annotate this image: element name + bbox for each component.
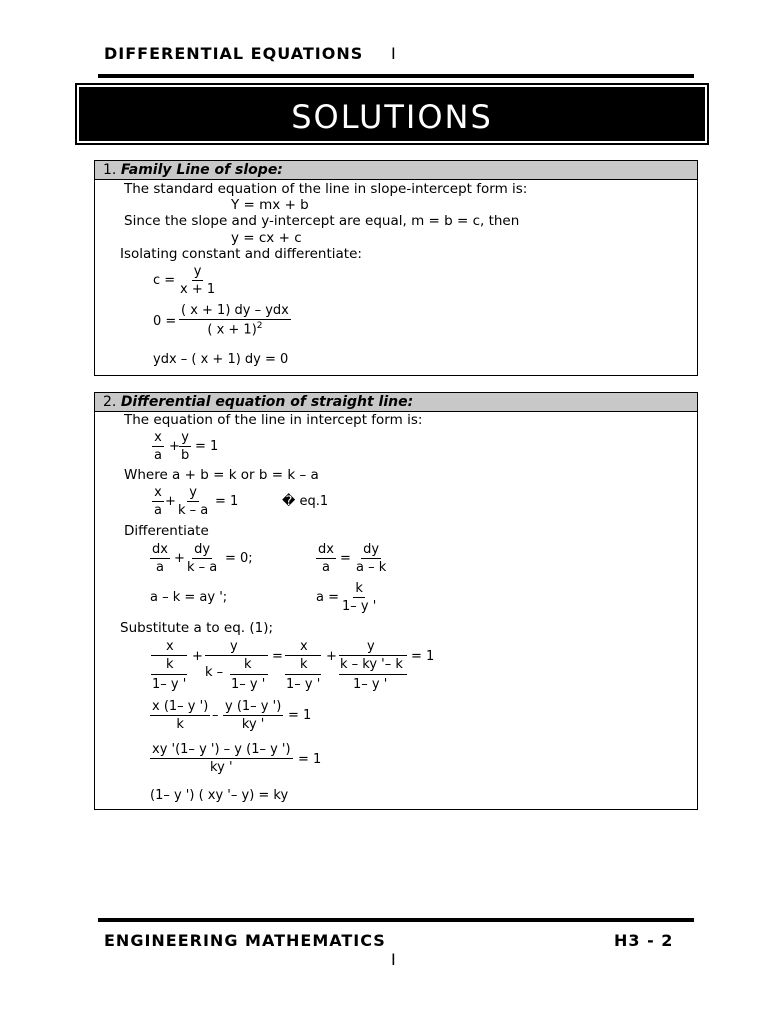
p2-f1-d1: a xyxy=(154,448,162,463)
p2-f2-op: + xyxy=(165,494,176,509)
p2-f1-n1: x xyxy=(154,430,162,445)
p2-s2-frac-2 xyxy=(223,700,283,731)
p2-f2-rhs: = 1 xyxy=(215,494,239,509)
problem-1-heading xyxy=(95,161,697,180)
p2-s1-d-den: 1– y ' xyxy=(353,677,388,692)
p1-d-lhs: 0 = xyxy=(153,314,177,329)
p2-f6-num: k xyxy=(355,581,363,596)
p2-s3-num: xy '(1– y ') – y (1– y ') xyxy=(152,742,291,757)
p2-s1-eq: = xyxy=(272,649,283,664)
p2-s2-d1: k xyxy=(176,717,184,732)
p2-s1-c-bar-bottom xyxy=(285,674,321,675)
p2-f3-n1: dx xyxy=(152,542,168,557)
p2-f3-n2: dy xyxy=(194,542,211,557)
problem-2-heading xyxy=(95,393,697,412)
p2-s1-a-bar-bottom xyxy=(151,674,187,675)
p2-s1-a-num: x xyxy=(166,639,174,654)
p2-f1-n2: y xyxy=(181,430,189,445)
p2-f1-frac-x xyxy=(152,431,164,462)
p1-line2: Since the slope and y-intercept are equal, m = b = c, then xyxy=(124,213,520,229)
running-header-mark: I xyxy=(391,44,396,63)
p2-f1-d2: b xyxy=(181,448,190,463)
p1-final: ydx – ( x + 1) dy = 0 xyxy=(153,352,289,367)
p2-f6-lhs: a = xyxy=(316,590,339,605)
problem-1-title: Family Line of slope: xyxy=(120,162,283,178)
p1-c-num: y xyxy=(193,264,202,279)
problem-1-box xyxy=(94,160,698,376)
p2-s1-plus2: + xyxy=(326,649,337,664)
p2-f6-frac xyxy=(340,582,378,613)
p2-s1-plus1: + xyxy=(192,649,203,664)
p2-s1-b-inner-bar xyxy=(230,674,268,675)
p2-f6-den: 1– y ' xyxy=(342,599,377,614)
p2-line4: Substitute a to eq. (1); xyxy=(120,620,274,636)
p1-d-den-exp: 2 xyxy=(256,321,263,331)
p2-f2-n2: y xyxy=(189,485,197,500)
p2-f1-rhs: = 1 xyxy=(195,439,219,454)
problem-2-title: Differential equation of straight line: xyxy=(120,394,414,410)
p2-f1-frac-y xyxy=(179,431,191,462)
p2-f2-n1: x xyxy=(154,485,162,500)
p2-f3-frac-dx xyxy=(150,543,170,574)
p2-s2-d2: ky ' xyxy=(241,717,265,732)
p2-s1-b-bar xyxy=(205,655,268,656)
p2-s1-b-pre: k – xyxy=(205,665,224,680)
footer-left: ENGINEERING MATHEMATICS xyxy=(104,931,386,950)
p2-line2: Where a + b = k or b = k – a xyxy=(124,467,319,483)
solutions-banner xyxy=(75,83,709,145)
p2-s3-den: ky ' xyxy=(210,760,233,775)
p2-eq1-label: � eq.1 xyxy=(282,494,329,509)
header-rule xyxy=(98,74,694,78)
p2-s1-b-num: y xyxy=(230,639,238,654)
p2-f4-d1: a xyxy=(321,560,330,575)
p2-s2-frac-1 xyxy=(150,700,210,731)
p2-s1-b-den: 1– y ' xyxy=(231,677,266,692)
p2-f4-d2: a – k xyxy=(356,560,387,575)
p1-line1: The standard equation of the line in slope-intercept form is: xyxy=(124,181,528,197)
p2-f2-frac-y xyxy=(176,486,210,517)
p1-d-den-base: ( x + 1) xyxy=(207,322,257,338)
p2-s1-rhs: = 1 xyxy=(411,649,435,664)
footer-rule xyxy=(98,918,694,922)
p2-s2-n1: x (1– y ') xyxy=(152,699,209,714)
p2-f1-op: + xyxy=(169,439,180,454)
p2-s3-rhs: = 1 xyxy=(298,752,322,767)
p2-f4-n2: dy xyxy=(363,542,380,557)
p2-f2-d2: k – a xyxy=(178,503,209,518)
problem-1-number: 1. xyxy=(103,162,117,178)
p2-f3-op: + xyxy=(174,551,185,566)
problem-2-box xyxy=(94,392,698,810)
p1-c-den: x + 1 xyxy=(180,282,216,297)
p2-s2-rhs: = 1 xyxy=(288,708,312,723)
p2-s1-c-den: 1– y ' xyxy=(286,677,321,692)
p1-eq1: Y = mx + b xyxy=(231,197,309,213)
p2-f3-rhs: = 0; xyxy=(225,551,253,566)
p2-f2-frac-x xyxy=(152,486,164,517)
p2-f4-op: = xyxy=(340,551,351,566)
p2-s2-op: – xyxy=(212,708,219,723)
footer-mark: I xyxy=(391,950,396,969)
problem-2-number: 2. xyxy=(103,394,117,410)
p2-f4-frac-dy xyxy=(354,543,388,574)
p1-d-den xyxy=(205,320,264,336)
p2-s1-d-bar-bottom xyxy=(339,674,407,675)
p2-s1-a-den: 1– y ' xyxy=(152,677,187,692)
p2-s1-a-bar-top xyxy=(151,655,187,656)
p2-s1-c-bar-top xyxy=(285,655,321,656)
p2-line3: Differentiate xyxy=(124,523,209,539)
p2-f2-d1: a xyxy=(154,503,162,518)
banner-title: SOLUTIONS xyxy=(291,98,493,136)
p2-f4-n1: dx xyxy=(318,542,334,557)
p2-f5: a – k = ay '; xyxy=(150,590,228,605)
p2-s1-c-mid: k xyxy=(300,657,308,672)
p1-c-fraction xyxy=(178,265,217,296)
p1-eq2: y = cx + c xyxy=(231,230,302,246)
p1-c-lhs: c = xyxy=(153,273,176,288)
p2-f4-frac-dx xyxy=(316,543,336,574)
p2-s4: (1– y ') ( xy '– y) = ky xyxy=(150,788,289,803)
p2-s1-c-num: x xyxy=(300,639,308,654)
p2-f3-d1: a xyxy=(155,560,164,575)
footer-page-number: H3 - 2 xyxy=(614,931,674,950)
p1-line3: Isolating constant and differentiate: xyxy=(120,246,362,262)
p2-s1-d-mid: k – ky '– k xyxy=(340,657,403,672)
p2-f3-frac-dy xyxy=(185,543,219,574)
p1-d-fraction xyxy=(179,304,291,336)
p2-f3-d2: k – a xyxy=(187,560,218,575)
p2-s1-d-bar-top xyxy=(339,655,407,656)
p2-s3-frac xyxy=(150,743,293,774)
p2-line1: The equation of the line in intercept form is: xyxy=(124,412,423,428)
p2-s1-d-num: y xyxy=(367,639,375,654)
running-header-title: DIFFERENTIAL EQUATIONS xyxy=(104,44,364,63)
p2-s2-n2: y (1– y ') xyxy=(225,699,282,714)
p1-d-num: ( x + 1) dy – ydx xyxy=(181,303,289,318)
p2-s1-a-mid: k xyxy=(166,657,174,672)
p2-s1-b-mid: k xyxy=(244,657,252,672)
